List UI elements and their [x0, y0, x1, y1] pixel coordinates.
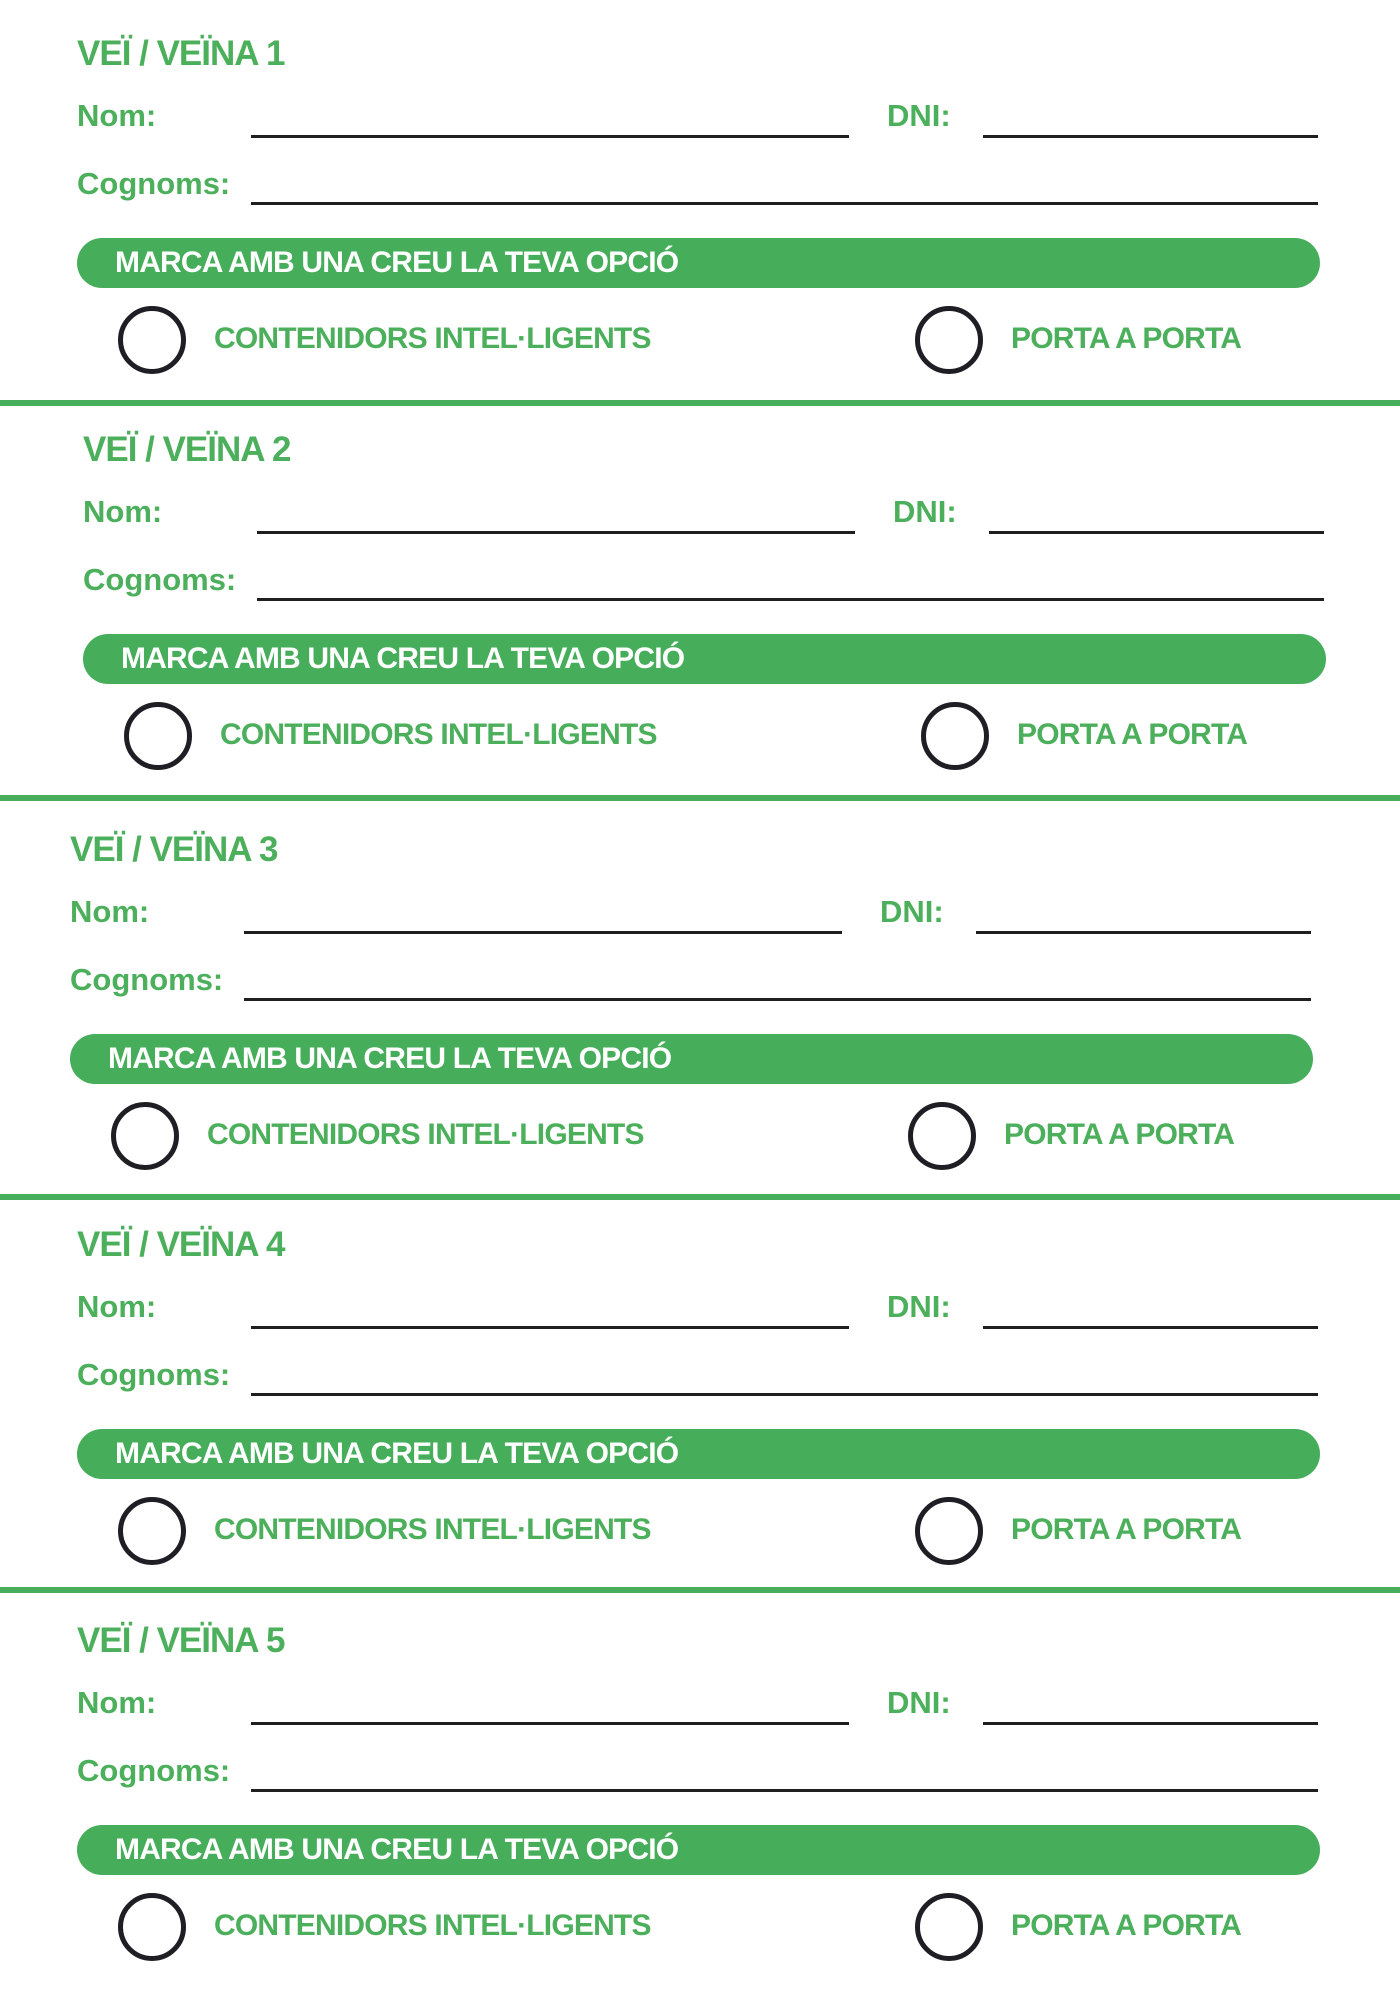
smart-containers-label: CONTENIDORS INTEL·LIGENTS [214, 1909, 651, 1942]
dni-field[interactable] [983, 1326, 1318, 1329]
name-label: Nom: [77, 1685, 157, 1720]
instruction-banner [77, 1825, 1320, 1875]
dni-label: DNI: [887, 1685, 951, 1720]
surname-label: Cognoms: [77, 166, 231, 201]
surname-field[interactable] [251, 1789, 1318, 1792]
dni-field[interactable] [983, 1722, 1318, 1725]
smart-containers-checkbox[interactable] [111, 1102, 179, 1170]
door-to-door-checkbox[interactable] [915, 1893, 983, 1961]
name-label: Nom: [70, 894, 150, 929]
door-to-door-label: PORTA A PORTA [1011, 322, 1242, 355]
instruction-banner [70, 1034, 1313, 1084]
door-to-door-checkbox[interactable] [921, 702, 989, 770]
smart-containers-checkbox[interactable] [118, 1893, 186, 1961]
neighbor-title: VEÏ / VEÏNA 5 [77, 1621, 285, 1660]
neighbor-section-1 [77, 0, 1400, 397]
door-to-door-label: PORTA A PORTA [1017, 718, 1248, 751]
neighbor-section-2 [83, 396, 1400, 793]
instruction-text: MARCA AMB UNA CREU LA TEVA OPCIÓ [115, 1437, 679, 1470]
surname-field[interactable] [251, 1393, 1318, 1396]
surname-label: Cognoms: [77, 1753, 231, 1788]
door-to-door-checkbox[interactable] [915, 1497, 983, 1565]
name-field[interactable] [251, 135, 849, 138]
smart-containers-label: CONTENIDORS INTEL·LIGENTS [214, 1513, 651, 1546]
instruction-text: MARCA AMB UNA CREU LA TEVA OPCIÓ [115, 1833, 679, 1866]
neighbor-section-3 [70, 796, 1400, 1193]
neighbor-section-4 [77, 1191, 1400, 1588]
surname-label: Cognoms: [70, 962, 224, 997]
instruction-banner [83, 634, 1326, 684]
dni-field[interactable] [976, 931, 1311, 934]
neighbor-title: VEÏ / VEÏNA 4 [77, 1225, 285, 1264]
instruction-text: MARCA AMB UNA CREU LA TEVA OPCIÓ [108, 1042, 672, 1075]
smart-containers-checkbox[interactable] [124, 702, 192, 770]
name-field[interactable] [257, 531, 855, 534]
door-to-door-label: PORTA A PORTA [1011, 1513, 1242, 1546]
door-to-door-checkbox[interactable] [908, 1102, 976, 1170]
surname-field[interactable] [251, 202, 1318, 205]
smart-containers-label: CONTENIDORS INTEL·LIGENTS [214, 322, 651, 355]
instruction-banner [77, 238, 1320, 288]
dni-field[interactable] [989, 531, 1324, 534]
instruction-text: MARCA AMB UNA CREU LA TEVA OPCIÓ [115, 246, 679, 279]
name-label: Nom: [83, 494, 163, 529]
neighbor-title: VEÏ / VEÏNA 2 [83, 430, 291, 469]
name-label: Nom: [77, 1289, 157, 1324]
dni-label: DNI: [887, 1289, 951, 1324]
smart-containers-checkbox[interactable] [118, 1497, 186, 1565]
smart-containers-label: CONTENIDORS INTEL·LIGENTS [207, 1118, 644, 1151]
instruction-banner [77, 1429, 1320, 1479]
smart-containers-label: CONTENIDORS INTEL·LIGENTS [220, 718, 657, 751]
neighbor-title: VEÏ / VEÏNA 3 [70, 830, 278, 869]
surname-field[interactable] [257, 598, 1324, 601]
surname-label: Cognoms: [77, 1357, 231, 1392]
name-field[interactable] [244, 931, 842, 934]
door-to-door-label: PORTA A PORTA [1011, 1909, 1242, 1942]
instruction-text: MARCA AMB UNA CREU LA TEVA OPCIÓ [121, 642, 685, 675]
surname-field[interactable] [244, 998, 1311, 1001]
dni-label: DNI: [893, 494, 957, 529]
dni-field[interactable] [983, 135, 1318, 138]
door-to-door-checkbox[interactable] [915, 306, 983, 374]
name-field[interactable] [251, 1326, 849, 1329]
door-to-door-label: PORTA A PORTA [1004, 1118, 1235, 1151]
dni-label: DNI: [887, 98, 951, 133]
name-label: Nom: [77, 98, 157, 133]
name-field[interactable] [251, 1722, 849, 1725]
neighbor-title: VEÏ / VEÏNA 1 [77, 34, 285, 73]
neighbor-section-5 [77, 1587, 1400, 1984]
dni-label: DNI: [880, 894, 944, 929]
surname-label: Cognoms: [83, 562, 237, 597]
smart-containers-checkbox[interactable] [118, 306, 186, 374]
